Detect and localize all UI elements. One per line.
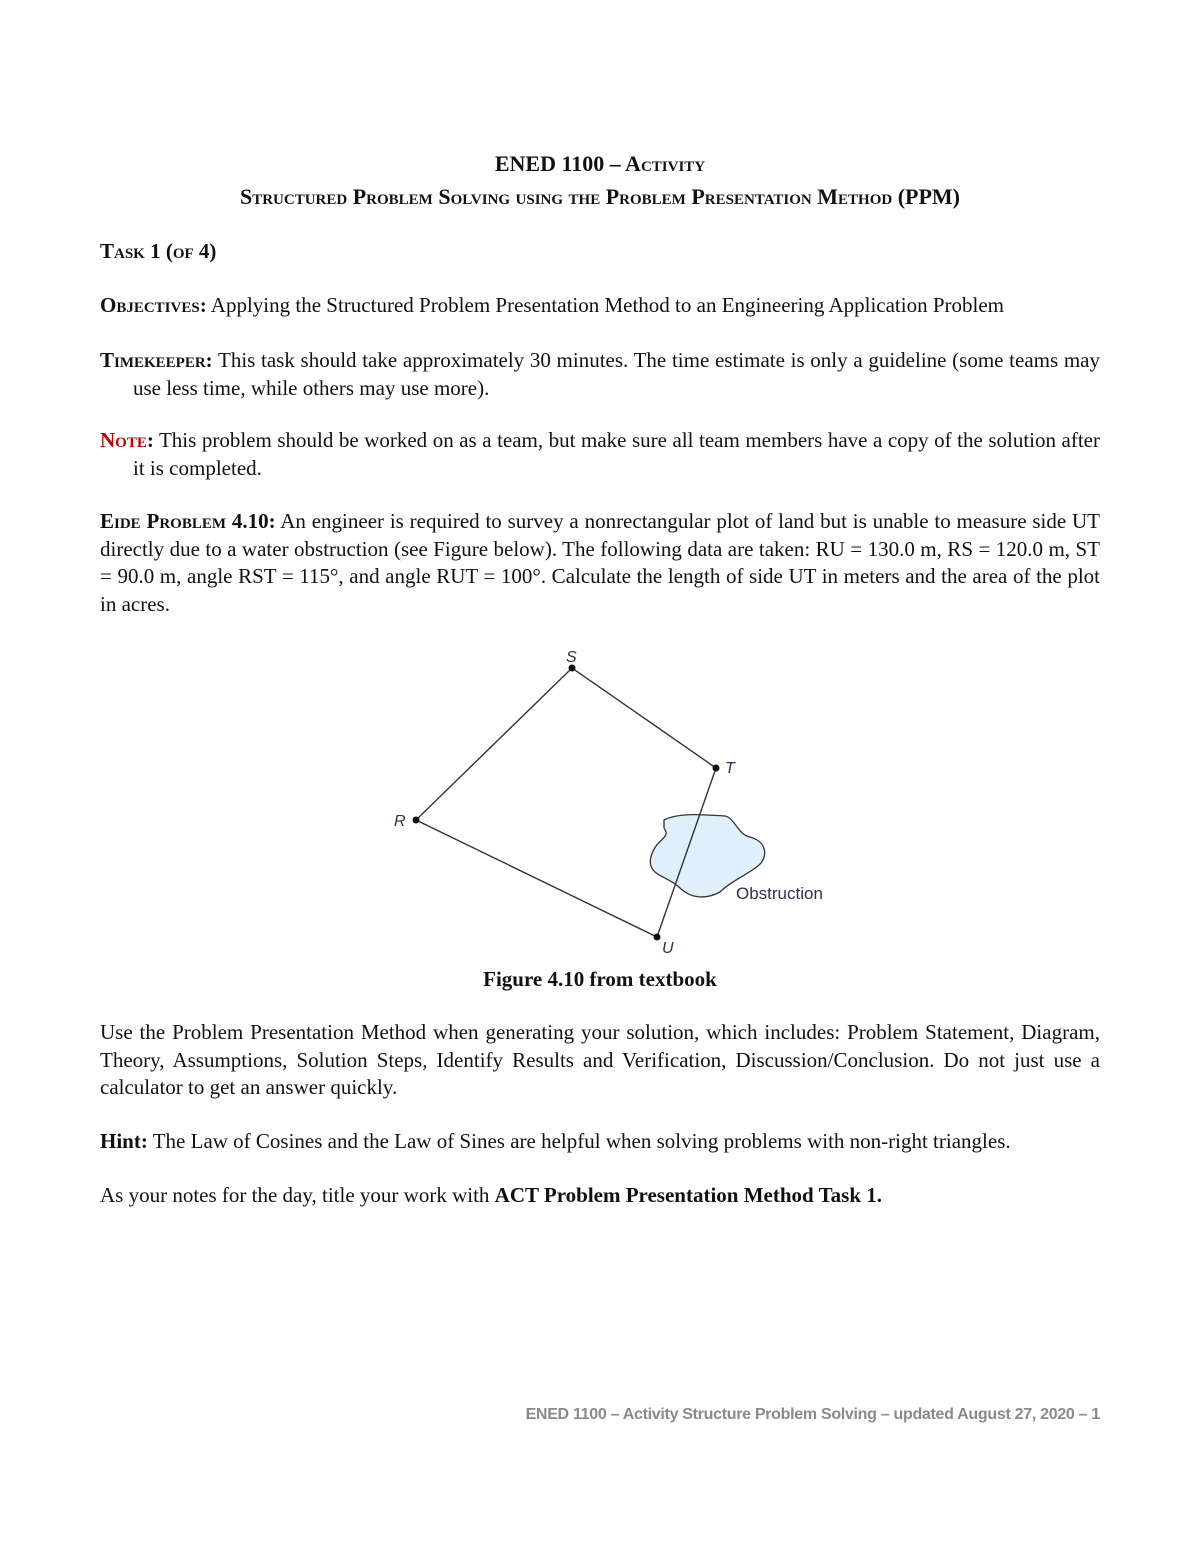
notes-title: ACT Problem Presentation Method Task 1 bbox=[494, 1183, 877, 1207]
problem-paragraph bbox=[100, 508, 1100, 618]
method-paragraph: Use the Problem Presentation Method when generating your solution, which includes: Problem Statement, Diagram, Theory, Assumptions, Solution Steps, Identify Results and Verification, Discussion/Conclusion. Do not just use a calculator to get an answer quickly. bbox=[100, 1020, 1100, 1099]
hint-paragraph bbox=[100, 1128, 1100, 1156]
notes-end: . bbox=[876, 1183, 883, 1207]
label-r: R bbox=[394, 813, 406, 830]
plot-boundary bbox=[416, 668, 716, 937]
point-r bbox=[413, 817, 420, 824]
note-label: Note bbox=[100, 428, 147, 452]
objectives-paragraph bbox=[100, 292, 1100, 320]
label-u: U bbox=[662, 940, 674, 957]
label-s: S bbox=[566, 649, 577, 666]
document-title: ENED 1100 – Activity bbox=[494, 151, 706, 176]
note-colon: : bbox=[146, 428, 154, 452]
timekeeper-label: Timekeeper: bbox=[100, 348, 213, 372]
notes-text: As your notes for the day, title your work with bbox=[100, 1183, 495, 1207]
objectives-label: Objectives: bbox=[100, 293, 207, 317]
notes-paragraph bbox=[100, 1182, 1100, 1210]
survey-plot-figure bbox=[380, 640, 840, 960]
page-footer: ENED 1100 – Activity Structure Problem Solving – updated August 27, 2020 – 1 bbox=[525, 1406, 1100, 1423]
point-u bbox=[654, 934, 661, 941]
hint-text: The Law of Cosines and the Law of Sines are helpful when solving problems with non-right triangles. bbox=[147, 1129, 1011, 1153]
timekeeper-text: This task should take approximately 30 minutes. The time estimate is only a guideline (some teams may use less time, while others may use more). bbox=[133, 348, 1100, 400]
objectives-text: Applying the Structured Problem Presentation Method to an Engineering Application Problem bbox=[206, 293, 1004, 317]
problem-label: Eide Problem 4.10: bbox=[100, 509, 276, 533]
note-paragraph bbox=[100, 427, 1100, 482]
document-subtitle: Structured Problem Solving using the Problem Presentation Method (PPM) bbox=[239, 184, 960, 209]
task-heading: Task 1 (of 4) bbox=[100, 239, 217, 263]
hint-label: Hint: bbox=[100, 1129, 148, 1153]
figure-caption: Figure 4.10 from textbook bbox=[483, 967, 717, 991]
timekeeper-paragraph bbox=[100, 347, 1100, 402]
label-t: T bbox=[725, 760, 735, 777]
problem-text: An engineer is required to survey a nonrectangular plot of land but is unable to measure side UT directly due to a water obstruction (see Figure below). The following data are taken: RU = 130.0 m, RS = 120.0 m, ST = 90.0 m, angle RST = 115°, and angle RUT = 100°. Calculate the length of side UT in meters and the area of the plot in acres. bbox=[100, 509, 1100, 616]
label-obstruction: Obstruction bbox=[736, 884, 823, 903]
note-text: This problem should be worked on as a team, but make sure all team members have a copy of the solution after it is completed. bbox=[133, 428, 1100, 480]
point-t bbox=[713, 765, 720, 772]
